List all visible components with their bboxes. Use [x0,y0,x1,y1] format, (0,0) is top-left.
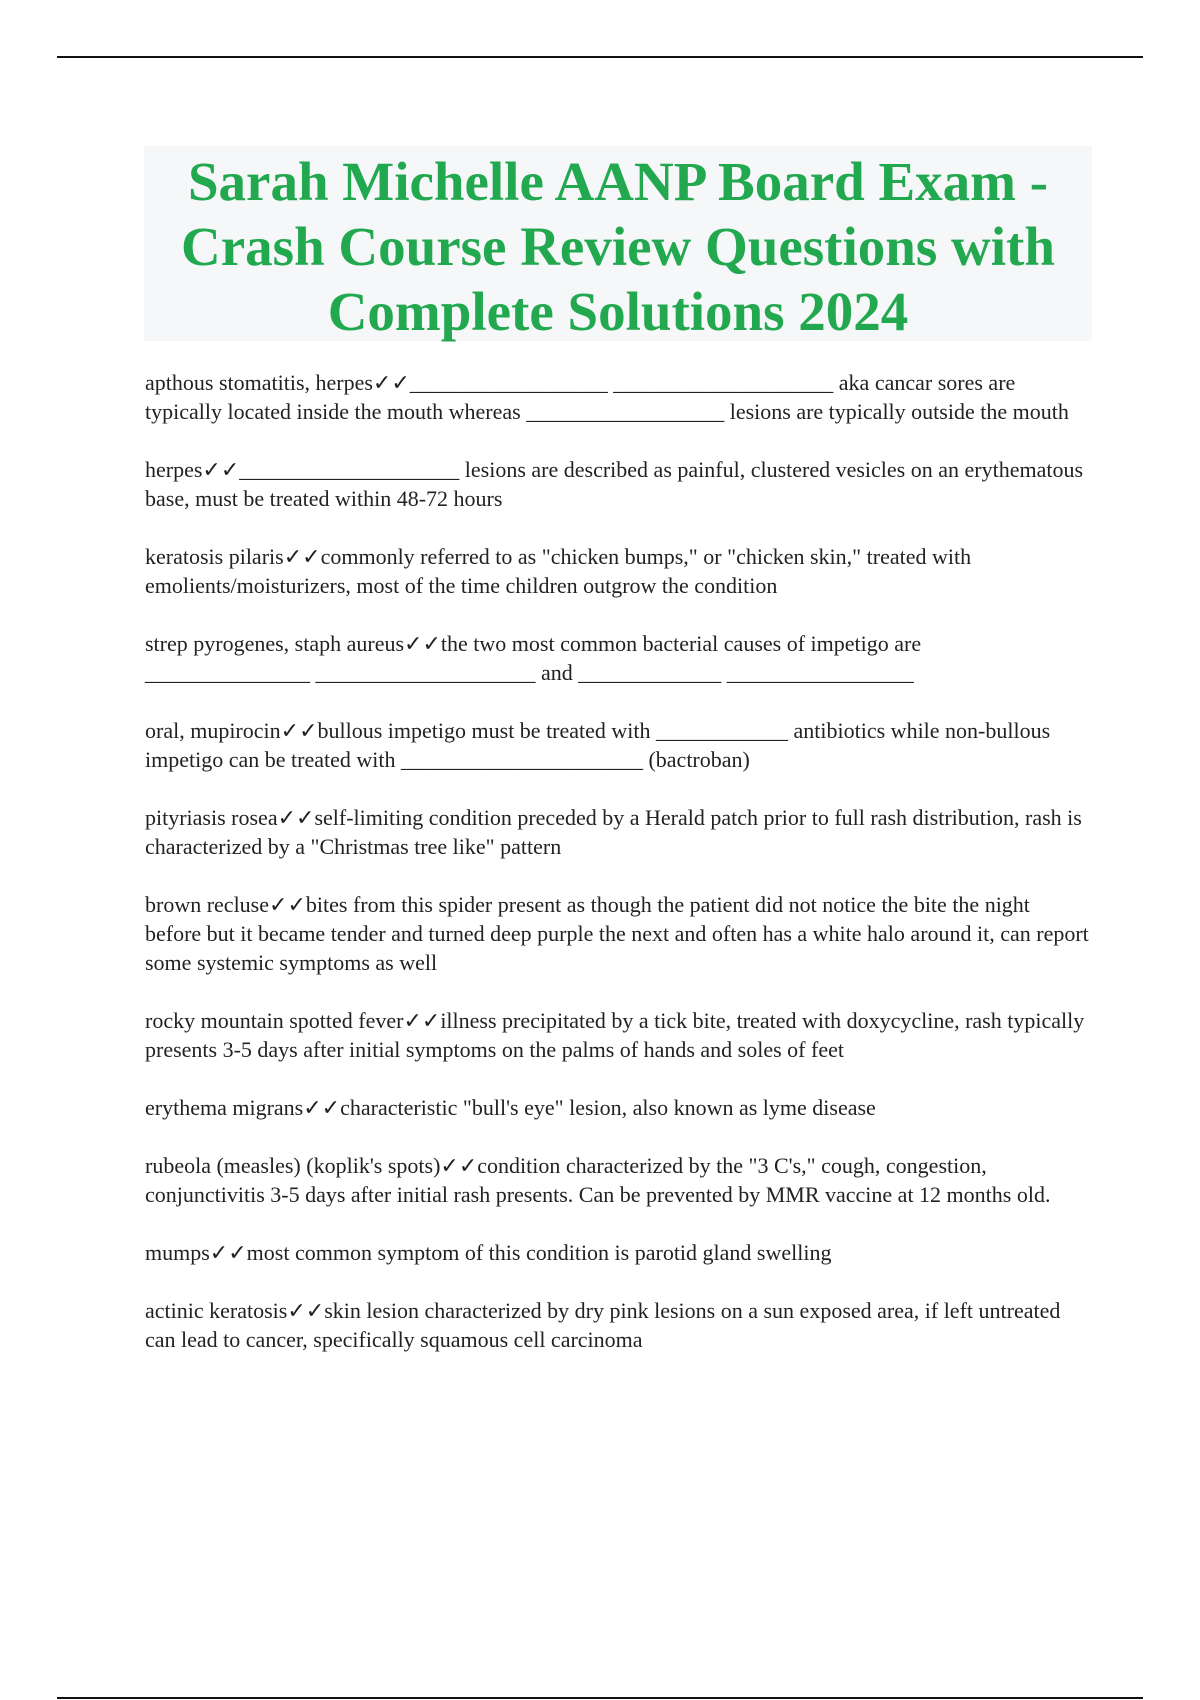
top-rule [57,56,1143,58]
qa-answer: herpes [145,457,203,482]
qa-list [145,368,1090,1383]
qa-answer: mumps [145,1240,210,1265]
qa-question: self-limiting condition preceded by a Herald patch prior to full rash distribution, rash is characterized by a "Christmas tree like" pattern [145,805,1082,859]
double-check-icon: ✓✓ [277,805,315,830]
qa-question: ____________________ lesions are described as painful, clustered vesicles on an erythematous base, must be treated within 48-72 hours [145,457,1084,511]
title-line-3: Complete Solutions 2024 [327,281,909,342]
double-check-icon: ✓✓ [269,892,306,917]
qa-answer: brown recluse [145,892,270,917]
double-check-icon: ✓✓ [280,718,318,743]
qa-question: skin lesion characterized by dry pink lesions on a sun exposed area, if left untreated can lead to cancer, specifically squamous cell carcinoma [145,1298,1061,1352]
qa-item [145,368,1090,426]
qa-item [145,1296,1090,1354]
qa-answer: strep pyrogenes, staph aureus [145,631,405,656]
double-check-icon: ✓✓ [209,1240,247,1265]
qa-answer: rocky mountain spotted fever [145,1008,404,1033]
qa-question: bites from this spider present as though the patient did not notice the bite the night before but it became tender and turned deep purple the next and often has a white halo around it, can report some systemic symptoms as well [145,892,1089,975]
qa-question: most common symptom of this condition is parotid gland swelling [246,1240,832,1265]
qa-item [145,1093,1090,1122]
qa-answer: oral, mupirocin [145,718,281,743]
qa-question: illness precipitated by a tick bite, treated with doxycycline, rash typically presents 3-5 days after initial symptoms on the palms of hands and soles of feet [145,1008,1085,1062]
title-line-2: Crash Course Review Questions with [181,216,1055,277]
qa-answer: actinic keratosis [145,1298,288,1323]
double-check-icon: ✓✓ [404,631,441,656]
title-line-1: Sarah Michelle AANP Board Exam - [187,151,1049,212]
qa-answer: apthous stomatitis, herpes [145,370,373,395]
qa-answer: pityriasis rosea [145,805,278,830]
double-check-icon: ✓✓ [372,370,410,395]
qa-question: condition characterized by the "3 C's," cough, congestion, conjunctivitis 3-5 days after initial rash presents. Can be prevented by MMR vaccine at 12 months old. [145,1153,1051,1207]
double-check-icon: ✓✓ [202,457,240,482]
double-check-icon: ✓✓ [287,1298,325,1323]
qa-question: characteristic "bull's eye" lesion, also known as lyme disease [340,1095,876,1120]
qa-item [145,890,1090,977]
qa-item [145,1006,1090,1064]
qa-answer: erythema migrans [145,1095,304,1120]
qa-question: __________________ ____________________ aka cancar sores are typically located inside the mouth whereas __________________ lesions are typically outside the mouth [145,370,1069,424]
qa-item [145,1238,1090,1267]
qa-question: commonly referred to as "chicken bumps," or "chicken skin," treated with emolients/moisturizers, most of the time children outgrow the condition [145,544,972,598]
qa-item [145,716,1090,774]
bottom-rule [57,1697,1143,1699]
qa-question: bullous impetigo must be treated with ____________ antibiotics while non-bullous impetigo can be treated with ______________________ (bactroban) [145,718,1051,772]
title-banner [144,146,1092,341]
qa-item [145,629,1090,687]
qa-item [145,542,1090,600]
document-title [144,146,1092,344]
qa-item [145,1151,1090,1209]
qa-question: the two most common bacterial causes of impetigo are _______________ ____________________ and _____________ _________________ [145,631,922,685]
double-check-icon: ✓✓ [283,544,321,569]
qa-answer: keratosis pilaris [145,544,284,569]
qa-item [145,803,1090,861]
double-check-icon: ✓✓ [303,1095,341,1120]
double-check-icon: ✓✓ [440,1153,478,1178]
double-check-icon: ✓✓ [403,1008,441,1033]
qa-answer: rubeola (measles) (koplik's spots) [145,1153,441,1178]
qa-item [145,455,1090,513]
